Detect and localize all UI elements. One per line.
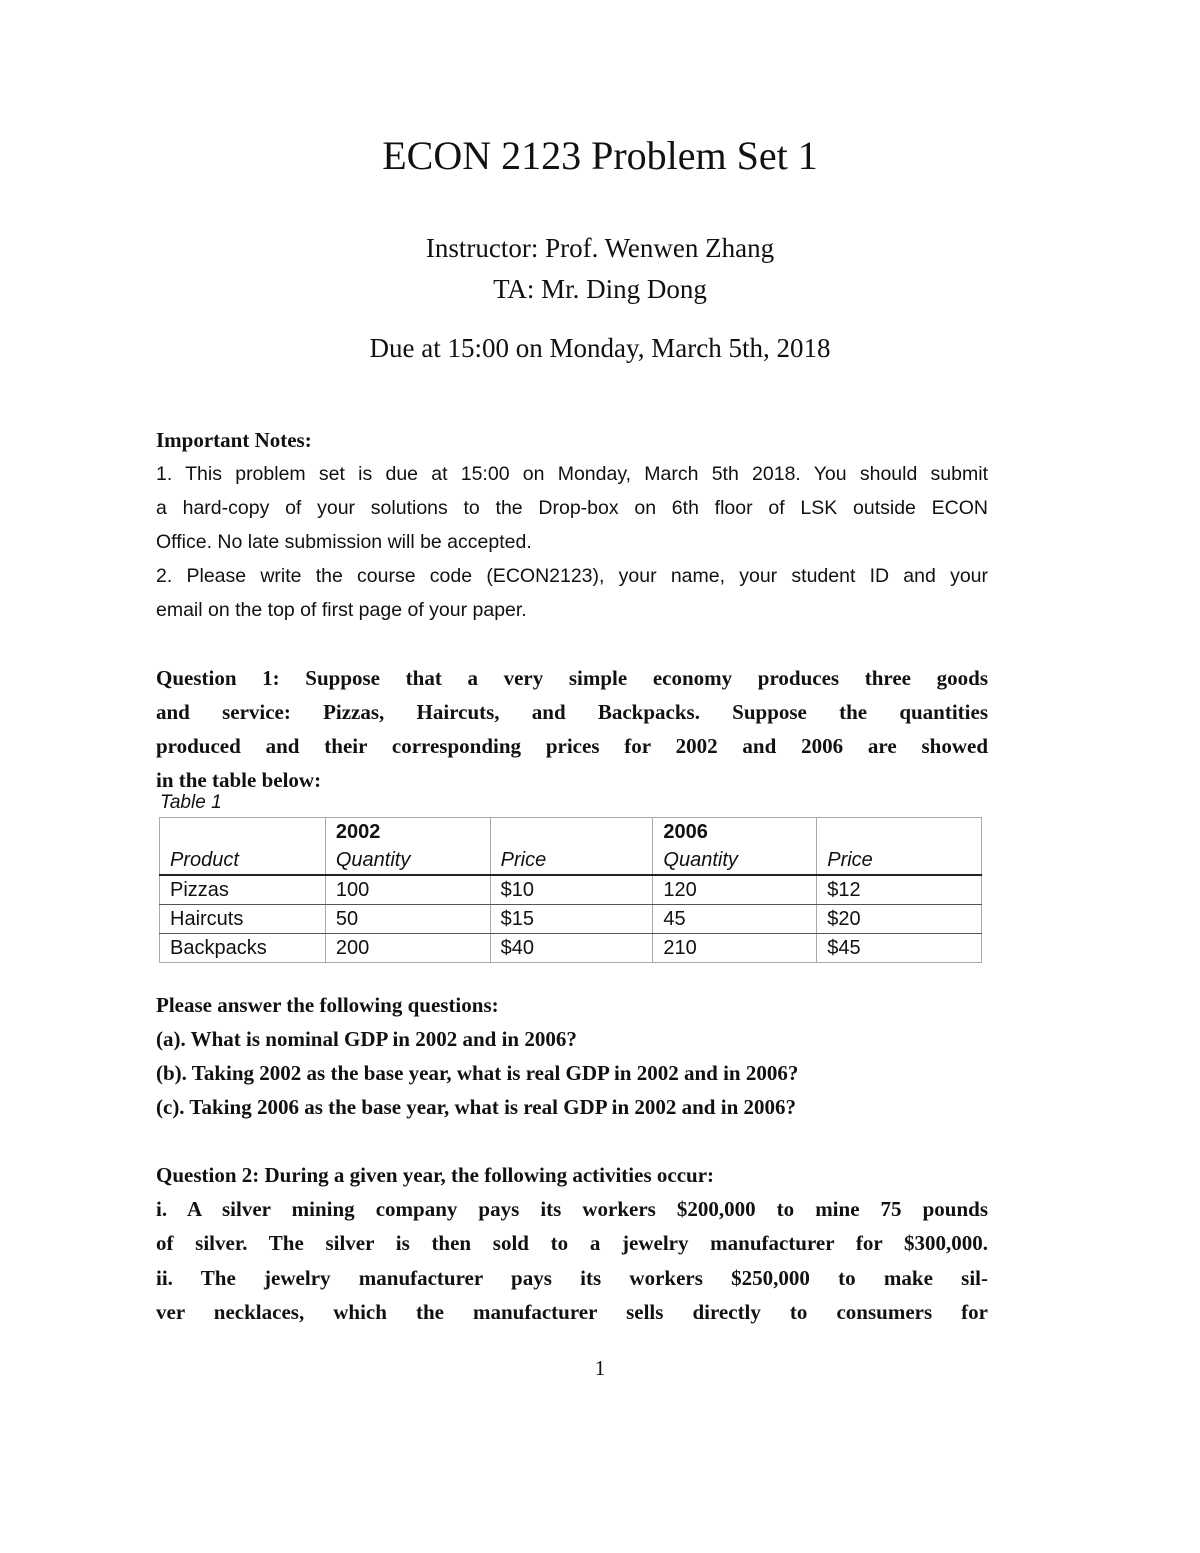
ta-line: TA: Mr. Ding Dong bbox=[493, 274, 707, 304]
table-cell bbox=[490, 818, 653, 847]
table-cell: $12 bbox=[817, 875, 982, 905]
question-2-text: i. A silver mining company pays its workers $200,000 to mine 75 pounds bbox=[156, 1197, 988, 1221]
table-header-cell: Price bbox=[490, 846, 653, 875]
questions-prompt: Please answer the following questions: bbox=[156, 993, 499, 1017]
table-cell: Haircuts bbox=[160, 905, 326, 934]
notes-line: Office. No late submission will be accepted. bbox=[156, 531, 532, 553]
table-cell: $20 bbox=[817, 905, 982, 934]
table-cell: $40 bbox=[490, 934, 653, 963]
question-1-text: produced and their corresponding prices for 2002 and 2006 are showed bbox=[156, 734, 988, 758]
question-part: (c). Taking 2006 as the base year, what is real GDP in 2002 and in 2006? bbox=[156, 1095, 796, 1119]
table-cell: $45 bbox=[817, 934, 982, 963]
table-cell: 100 bbox=[325, 875, 490, 905]
table-cell: $15 bbox=[490, 905, 653, 934]
table-cell: Pizzas bbox=[160, 875, 326, 905]
question-2-text: of silver. The silver is then sold to a jewelry manufacturer for $300,000. bbox=[156, 1231, 988, 1255]
question-1-text: in the table below: bbox=[156, 768, 322, 792]
notes-line: a hard-copy of your solutions to the Drop-box on 6th floor of LSK outside ECON bbox=[156, 497, 988, 519]
table-cell: Backpacks bbox=[160, 934, 326, 963]
table-cell: 120 bbox=[653, 875, 817, 905]
notes-line: email on the top of first page of your paper. bbox=[156, 599, 527, 621]
table-cell: 2006 bbox=[653, 818, 817, 847]
table-cell: 2002 bbox=[325, 818, 490, 847]
question-2-text: ver necklaces, which the manufacturer sells directly to consumers for bbox=[156, 1300, 988, 1324]
page-title: ECON 2123 Problem Set 1 bbox=[382, 133, 818, 178]
table-caption: Table 1 bbox=[160, 792, 222, 813]
table-header-cell: Product bbox=[160, 846, 326, 875]
question-part: (b). Taking 2002 as the base year, what is real GDP in 2002 and in 2006? bbox=[156, 1061, 799, 1085]
table-year-row bbox=[160, 818, 982, 847]
notes-line: 2. Please write the course code (ECON2123), your name, your student ID and your bbox=[156, 565, 988, 587]
question-1-text: Question 1: Suppose that a very simple economy produces three goods bbox=[156, 666, 988, 690]
table-cell: $10 bbox=[490, 875, 653, 905]
table-cell: 200 bbox=[325, 934, 490, 963]
notes-heading: Important Notes: bbox=[156, 428, 312, 452]
notes-line: 1. This problem set is due at 15:00 on Monday, March 5th 2018. You should submit bbox=[156, 463, 988, 485]
table-header-cell: Price bbox=[817, 846, 982, 875]
question-2-text: Question 2: During a given year, the following activities occur: bbox=[156, 1163, 715, 1187]
table-cell: 45 bbox=[653, 905, 817, 934]
table-cell: 210 bbox=[653, 934, 817, 963]
question-1-text: and service: Pizzas, Haircuts, and Backpacks. Suppose the quantities bbox=[156, 700, 988, 724]
table-header-cell: Quantity bbox=[653, 846, 817, 875]
table-cell: 50 bbox=[325, 905, 490, 934]
table-cell bbox=[817, 818, 982, 847]
due-date-line: Due at 15:00 on Monday, March 5th, 2018 bbox=[369, 333, 831, 363]
table-row bbox=[160, 875, 982, 905]
instructor-line: Instructor: Prof. Wenwen Zhang bbox=[425, 233, 775, 263]
page-number: 1 bbox=[594, 1356, 606, 1380]
table-cell bbox=[160, 818, 326, 847]
data-table bbox=[159, 817, 982, 963]
table-row bbox=[160, 934, 982, 963]
table-row bbox=[160, 905, 982, 934]
question-part: (a). What is nominal GDP in 2002 and in 2006? bbox=[156, 1027, 577, 1051]
table-header-cell: Quantity bbox=[325, 846, 490, 875]
table-header-row bbox=[160, 846, 982, 875]
question-2-text: ii. The jewelry manufacturer pays its workers $250,000 to make sil- bbox=[156, 1266, 988, 1290]
